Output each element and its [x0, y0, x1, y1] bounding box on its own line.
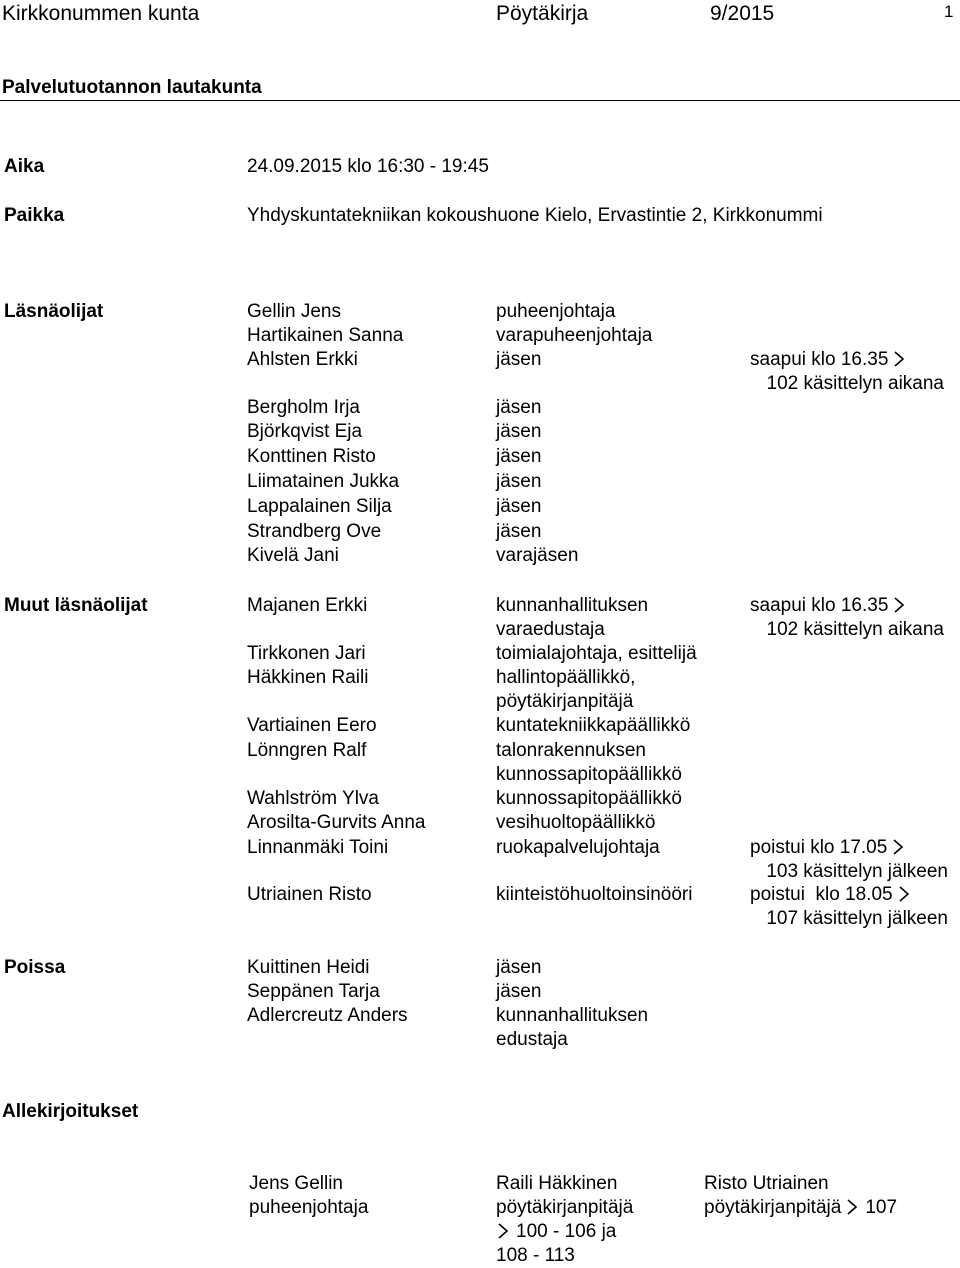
others-name: Häkkinen Raili: [247, 667, 369, 688]
signer-title-line: [704, 1196, 897, 1220]
present-arrival-note: [750, 348, 906, 372]
others-note-item: 107 käsittelyn jälkeen: [766, 908, 948, 929]
others-role: hallintopäällikkö,: [496, 667, 636, 688]
others-note-time: poistui klo 18.05: [750, 884, 893, 905]
signer-title: pöytäkirjanpitäjä: [704, 1197, 842, 1218]
others-role: vesihuoltopäällikkö: [496, 812, 656, 833]
others-departure-note: [750, 836, 905, 860]
signer-name: Raili Häkkinen: [496, 1173, 618, 1194]
absent-label: Poissa: [4, 957, 66, 978]
present-note-item: 102 käsittelyn aikana: [766, 373, 944, 394]
absent-role: kunnanhallituksen: [496, 1005, 649, 1026]
present-name: Hartikainen Sanna: [247, 325, 404, 346]
signer-item-range-text: 100 - 106 ja: [516, 1221, 617, 1242]
others-role-cont: pöytäkirjanpitäjä: [496, 691, 634, 712]
arrow-symbol-icon: [892, 596, 906, 614]
others-name: Tirkkonen Jari: [247, 643, 366, 664]
others-name: Vartiainen Eero: [247, 715, 377, 736]
signer-name: Jens Gellin: [249, 1173, 343, 1194]
others-role: kuntatekniikkapäällikkö: [496, 715, 691, 736]
time-label: Aika: [4, 156, 45, 177]
time-value: 24.09.2015 klo 16:30 - 19:45: [247, 156, 489, 177]
arrow-symbol-icon: [892, 350, 906, 368]
absent-role: jäsen: [496, 957, 542, 978]
arrow-symbol-icon: [897, 885, 911, 903]
present-name: Strandberg Ove: [247, 521, 382, 542]
others-label: Muut läsnäolijat: [4, 595, 148, 616]
present-role: jäsen: [496, 446, 542, 467]
present-note-time: saapui klo 16.35: [750, 349, 889, 370]
others-role: toimialajohtaja, esittelijä: [496, 643, 697, 664]
others-role: kunnanhallituksen: [496, 595, 649, 616]
present-role: jäsen: [496, 421, 542, 442]
present-role: jäsen: [496, 521, 542, 542]
others-note-item: 103 käsittelyn jälkeen: [766, 861, 948, 882]
others-role-cont: kunnossapitopäällikkö: [496, 764, 682, 785]
others-name: Linnanmäki Toini: [247, 837, 389, 858]
signer-title-item: 107: [865, 1197, 898, 1218]
header-doc-number: 9/2015: [710, 2, 775, 25]
signer-title: puheenjohtaja: [249, 1197, 369, 1218]
others-name: Arosilta-Gurvits Anna: [247, 812, 426, 833]
header-page-number: 1: [944, 2, 954, 21]
absent-role: jäsen: [496, 981, 542, 1002]
others-arrival-note: [750, 594, 906, 618]
signatures-label: Allekirjoitukset: [2, 1101, 139, 1122]
others-role: kiinteistöhuoltoinsinööri: [496, 884, 693, 905]
others-note-item: 102 käsittelyn aikana: [766, 619, 944, 640]
present-name: Lappalainen Silja: [247, 496, 392, 517]
others-role-cont: varaedustaja: [496, 619, 605, 640]
signer-name: Risto Utriainen: [704, 1173, 829, 1194]
present-name: Bergholm Irja: [247, 397, 360, 418]
present-name: Björkqvist Eja: [247, 421, 363, 442]
arrow-symbol-icon: [891, 838, 905, 856]
others-note-time: saapui klo 16.35: [750, 595, 889, 616]
others-name: Majanen Erkki: [247, 595, 368, 616]
arrow-symbol-icon: [496, 1222, 510, 1240]
absent-name: Adlercreutz Anders: [247, 1005, 408, 1026]
present-label: Läsnäolijat: [4, 301, 104, 322]
place-label: Paikka: [4, 205, 65, 226]
signer-item-range: [496, 1220, 616, 1244]
present-role: varajäsen: [496, 545, 579, 566]
absent-role-cont: edustaja: [496, 1029, 568, 1050]
present-name: Konttinen Risto: [247, 446, 376, 467]
present-role: jäsen: [496, 471, 542, 492]
signer-item-range-cont: 108 - 113: [496, 1245, 575, 1266]
absent-name: Seppänen Tarja: [247, 981, 380, 1002]
others-departure-note: [750, 883, 911, 907]
others-role: ruokapalvelujohtaja: [496, 837, 660, 858]
absent-name: Kuittinen Heidi: [247, 957, 370, 978]
others-role: talonrakennuksen: [496, 740, 646, 761]
header-municipality: Kirkkonummen kunta: [2, 2, 200, 25]
header-divider: [0, 100, 960, 101]
arrow-symbol-icon: [845, 1198, 859, 1216]
header-doc-type: Pöytäkirja: [496, 2, 589, 25]
others-role: kunnossapitopäällikkö: [496, 788, 682, 809]
present-name: Kivelä Jani: [247, 545, 339, 566]
signer-title: pöytäkirjanpitäjä: [496, 1197, 634, 1218]
present-role: jäsen: [496, 397, 542, 418]
place-value: Yhdyskuntatekniikan kokoushuone Kielo, Ervastintie 2, Kirkkonummi: [247, 205, 823, 226]
present-role: varapuheenjohtaja: [496, 325, 653, 346]
present-name: Liimatainen Jukka: [247, 471, 400, 492]
others-name: Utriainen Risto: [247, 884, 372, 905]
others-name: Wahlström Ylva: [247, 788, 379, 809]
present-name: Ahlsten Erkki: [247, 349, 358, 370]
present-role: puheenjohtaja: [496, 301, 616, 322]
others-name: Lönngren Ralf: [247, 740, 367, 761]
present-name: Gellin Jens: [247, 301, 341, 322]
present-role: jäsen: [496, 349, 542, 370]
committee-title: Palvelutuotannon lautakunta: [2, 77, 262, 98]
others-note-time: poistui klo 17.05: [750, 837, 888, 858]
present-role: jäsen: [496, 496, 542, 517]
